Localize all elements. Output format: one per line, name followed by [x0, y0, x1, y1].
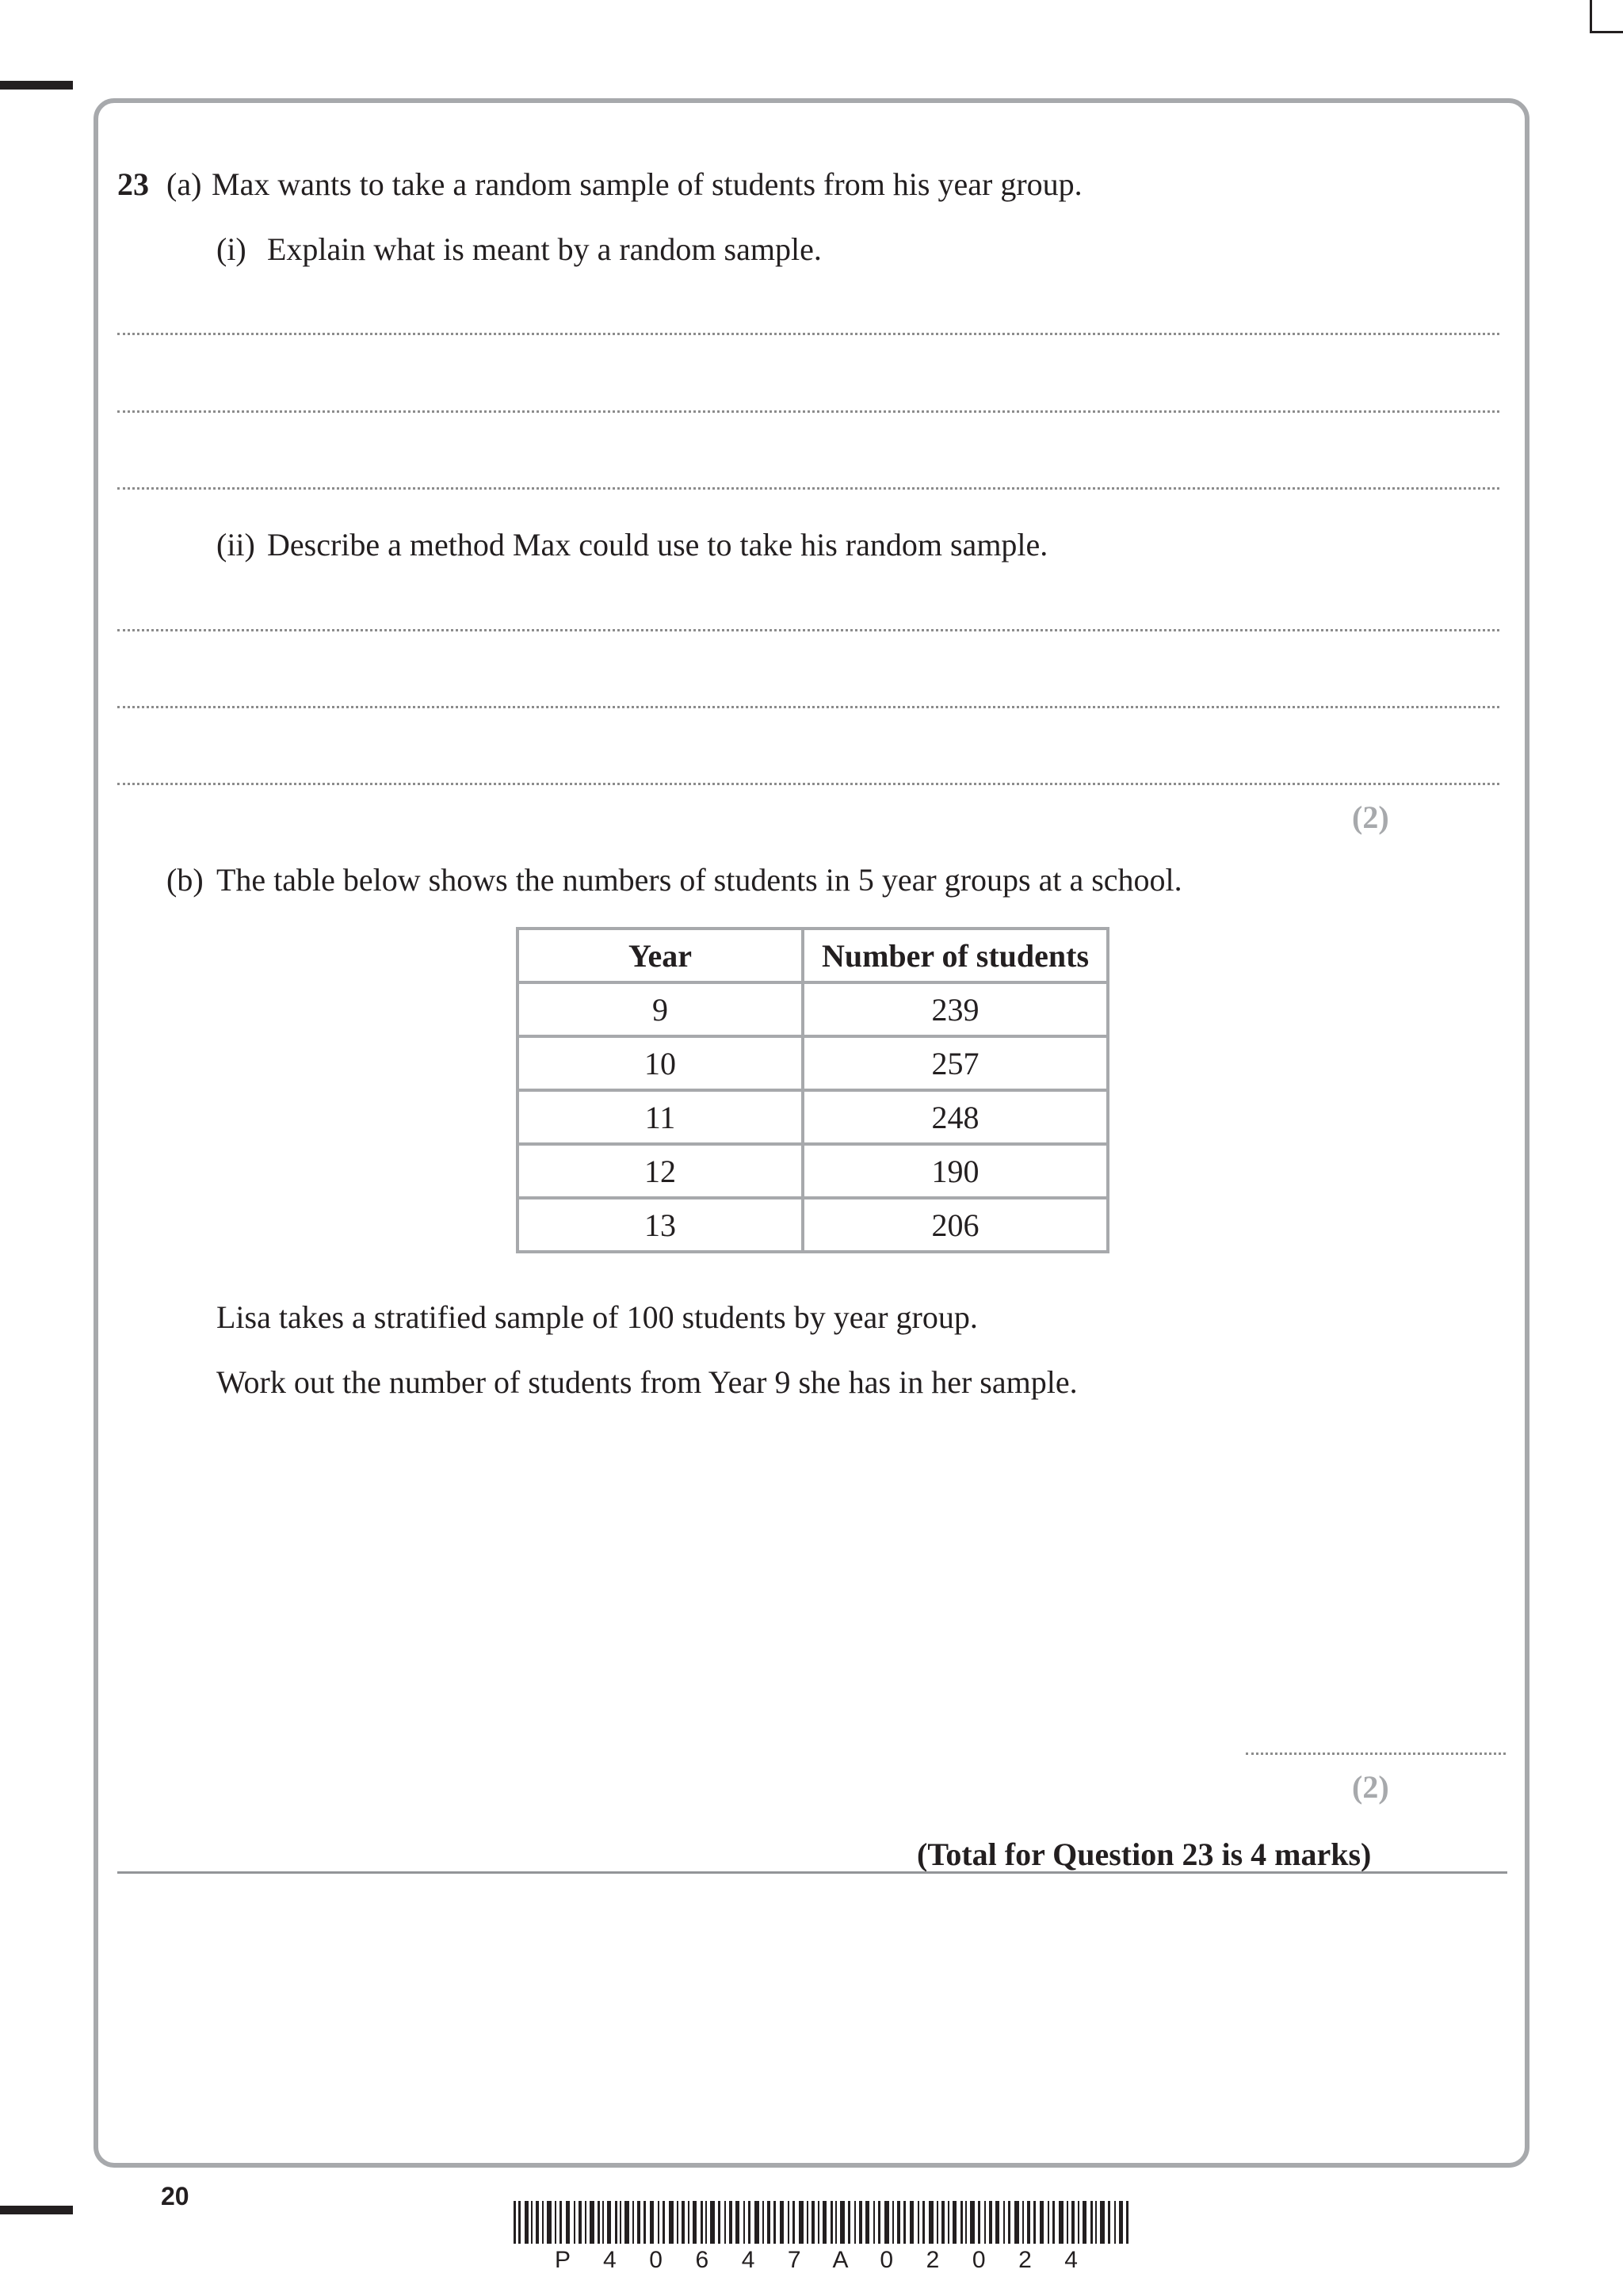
students-table — [516, 927, 1109, 1253]
registration-mark-top — [0, 81, 73, 90]
answer-line[interactable] — [117, 629, 1499, 631]
answer-line[interactable] — [117, 706, 1499, 708]
part-b-line2: Work out the number of students from Year 9 she has in her sample. — [216, 1364, 1078, 1400]
sub-ii-text: Describe a method Max could use to take his random sample. — [267, 527, 1048, 563]
part-a-label: (a) — [166, 166, 202, 202]
table-row — [517, 1090, 1108, 1144]
question-number: 23 — [117, 166, 149, 202]
barcode-icon — [514, 2201, 1128, 2244]
students-cell: 206 — [803, 1198, 1108, 1252]
year-cell: 13 — [517, 1198, 803, 1252]
table-row — [517, 1036, 1108, 1090]
part-a-text: Max wants to take a random sample of students from his year group. — [212, 166, 1083, 202]
year-cell: 10 — [517, 1036, 803, 1090]
table-row — [517, 1144, 1108, 1198]
sub-i-text: Explain what is meant by a random sample. — [267, 231, 822, 267]
sub-ii-label: (ii) — [216, 527, 255, 563]
header-number-of-students: Number of students — [803, 929, 1108, 982]
year-cell: 12 — [517, 1144, 803, 1198]
students-cell: 257 — [803, 1036, 1108, 1090]
year-cell: 11 — [517, 1090, 803, 1144]
part-b-text: The table below shows the numbers of students in 5 year groups at a school. — [216, 862, 1182, 898]
total-rule — [117, 1871, 1507, 1874]
total-marks: (Total for Question 23 is 4 marks) — [917, 1836, 1372, 1872]
answer-line[interactable] — [117, 783, 1499, 785]
table-row — [517, 1198, 1108, 1252]
sub-i-label: (i) — [216, 231, 246, 267]
students-cell: 190 — [803, 1144, 1108, 1198]
registration-mark-bottom — [0, 2206, 73, 2214]
students-cell: 248 — [803, 1090, 1108, 1144]
students-cell: 239 — [803, 982, 1108, 1036]
header-year: Year — [517, 929, 803, 982]
table-header-row — [517, 929, 1108, 982]
year-cell: 9 — [517, 982, 803, 1036]
part-b-line1: Lisa takes a stratified sample of 100 students by year group. — [216, 1299, 978, 1335]
table-row — [517, 982, 1108, 1036]
answer-line[interactable] — [117, 487, 1499, 490]
marks-a: (2) — [1352, 799, 1389, 835]
part-b-label: (b) — [166, 862, 204, 898]
page-number: 20 — [161, 2182, 189, 2210]
barcode-text: P 4 0 6 4 7 A 0 2 0 2 4 — [555, 2247, 1078, 2273]
marks-b: (2) — [1352, 1769, 1389, 1805]
answer-line[interactable] — [117, 410, 1499, 413]
answer-line[interactable] — [117, 333, 1499, 335]
final-answer-line[interactable] — [1246, 1753, 1506, 1755]
crop-mark — [1590, 0, 1623, 33]
